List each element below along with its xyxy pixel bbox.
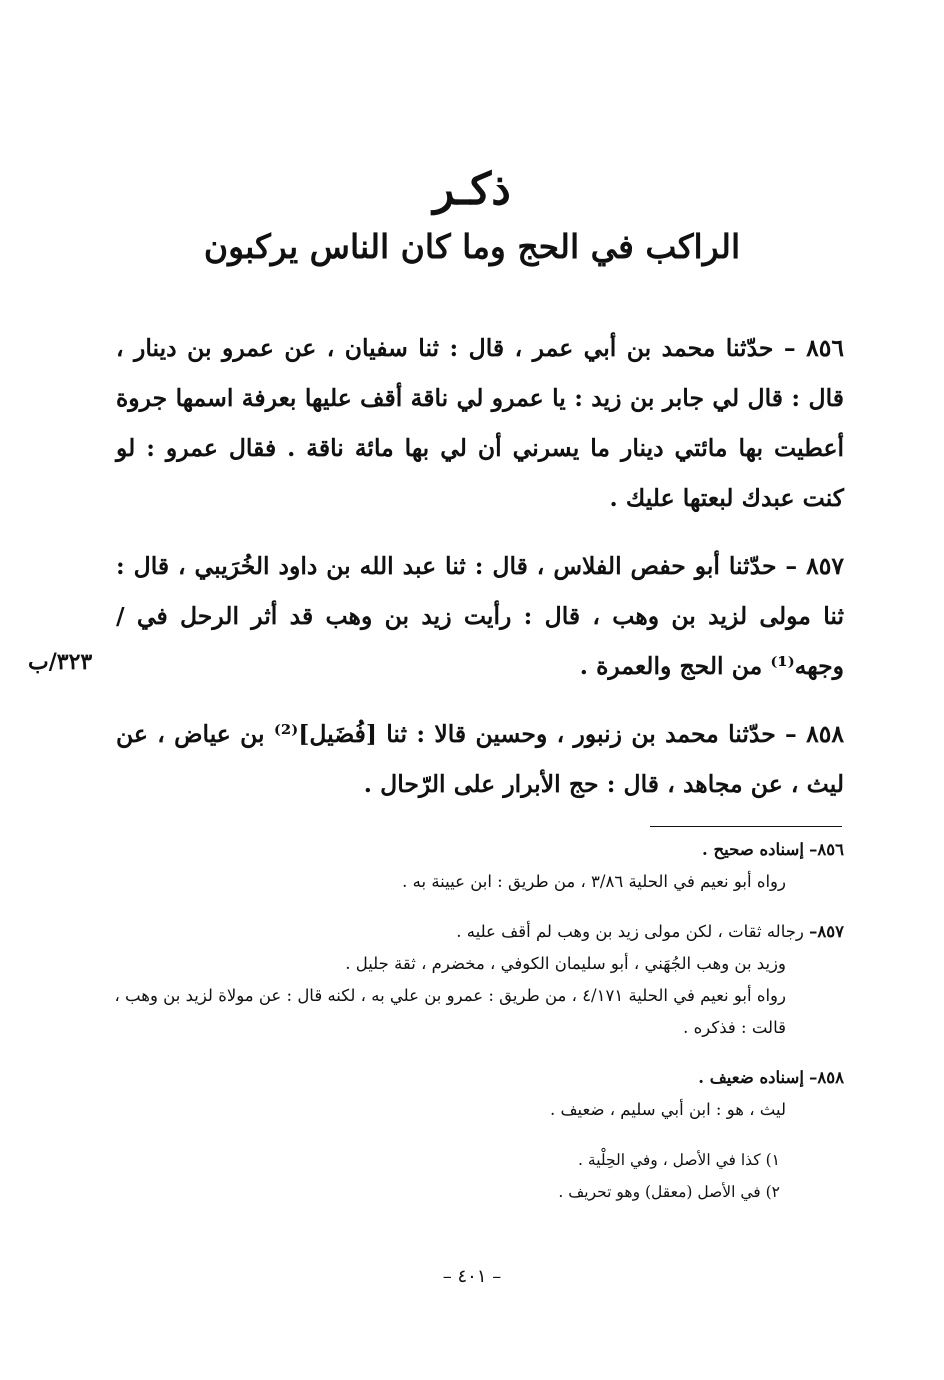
page-number: – ٤٠١ – [442,1266,502,1287]
footnote-856-line: رواه أبو نعيم في الحلية ٣/٨٦ ، من طريق : ابن عيينة به . [402,872,786,891]
footnotes-block [100,834,844,1208]
editor-note-1: ١) كذا في الأصل ، وفي الحِلْية . [578,1151,780,1169]
hadith-857: ٨٥٧ – حدّثنا أبو حفص الفلاس ، قال : ثنا عبد الله بن داود الخُرَيبي ، قال : ثنا مولى لزيد بن وهب ، قال : رأيت زيد بن وهب قد أثر الرحل في /وجهه⁽¹⁾ من الحج والعمرة . [116,552,844,680]
footnote-856-number: ٨٥٦– [809,840,844,859]
footnote-858-grading: إسناده ضعيف . [698,1068,804,1087]
hadith-text-block [116,323,844,827]
footnote-separator [650,826,842,827]
footnote-857-line-1: وزيد بن وهب الجُهَني ، أبو سليمان الكوفي ، مخضرم ، ثقة جليل . [345,954,786,973]
footnote-856-head [100,834,844,866]
footnote-857-line-2: رواه أبو نعيم في الحلية ٤/١٧١ ، من طريق : عمرو بن علي به ، لكنه قال : عن مولاة لزيد بن وهب ، قالت : فذكره . [114,986,786,1037]
chapter-title: الراكب في الحج وما كان الناس يركبون [203,227,741,266]
footnote-857-number: ٨٥٧– [809,922,844,941]
hadith-858: ٨٥٨ – حدّثنا محمد بن زنبور ، وحسين قالا : ثنا [فُضَيل]⁽²⁾ بن عياض ، عن ليث ، عن مجاهد ، قال : حج الأبرار على الرّحال . [116,720,844,798]
editor-note-2: ٢) في الأصل (معقل) وهو تحريف . [558,1183,780,1201]
hadith-856: ٨٥٦ – حدّثنا محمد بن أبي عمر ، قال : ثنا سفيان ، عن عمرو بن دينار ، قال : قال لي جابر بن زيد : يا عمرو لي ناقة أقف عليها بعرفة اسمها جروة أعطيت بها مائتي دينار ما يسرني أن لي بها مائة ناقة . فقال عمرو : لو كنت عبدك لبعتها عليك . [116,334,844,512]
footnote-858-line: ليث ، هو : ابن أبي سليم ، ضعيف . [549,1100,786,1119]
footnote-857-head [100,916,844,948]
footnote-856-grading: إسناده صحيح . [701,840,804,859]
footnote-858-number: ٨٥٨– [809,1068,844,1087]
footnote-857-grading: رجاله ثقات ، لكن مولى زيد بن وهب لم أقف عليه . [456,922,804,941]
manuscript-folio-note: ٣٢٣/ب [28,649,93,675]
chapter-heading-dhikr: ذكـر [433,164,511,215]
footnote-858-head [100,1062,844,1094]
